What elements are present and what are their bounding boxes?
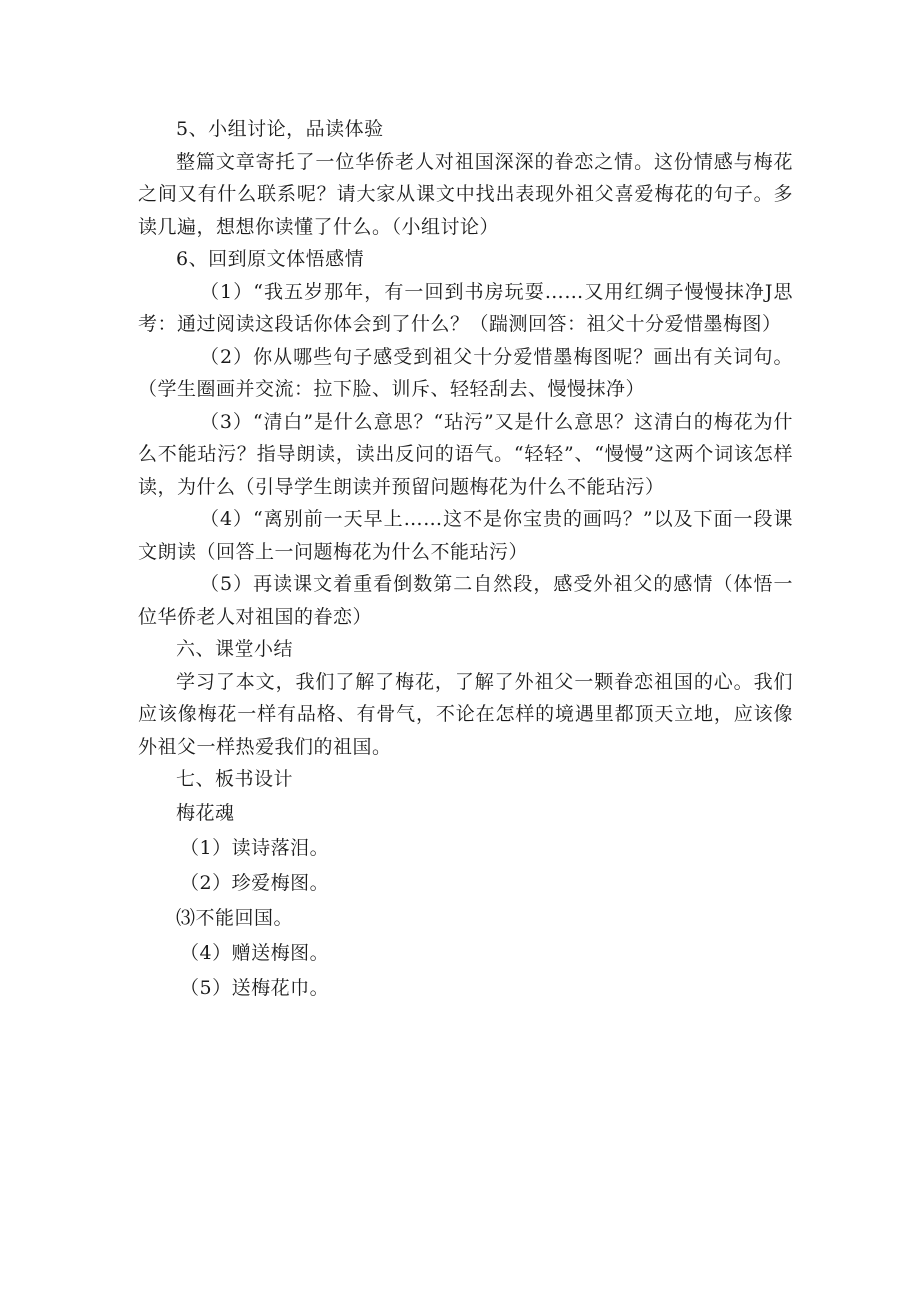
paragraph-summary: 学习了本文，我们了解了梅花，了解了外祖父一颗眷恋祖国的心。我们应该像梅花一样有品格、有骨气，不论在怎样的境遇里都顶天立地，应该像外祖父一样热爱我们的祖国。 [138, 670, 793, 758]
board-item-1: （1）读诗落泪。 [180, 836, 330, 859]
section-heading-summary: 六、课堂小结 [176, 638, 294, 660]
section-heading-5: 5、小组讨论，品读体验 [176, 118, 384, 140]
board-item-2: （2）珍爱梅图。 [180, 871, 330, 894]
paragraph-discussion: 整篇文章寄托了一位华侨老人对祖国深深的眷恋之情。这份情感与梅花之间又有什么联系呢？请大家从课文中找出表现外祖父喜爱梅花的句子。多读几遍，想想你读懂了什么。（小组讨论） [138, 150, 793, 238]
question-5: （5）再读课文着重看倒数第二自然段，感受外祖父的感情（体悟一位华侨老人对祖国的眷恋） [138, 573, 793, 628]
board-item-3: ⑶不能回国。 [176, 906, 294, 929]
board-item-5: （5）送梅花巾。 [180, 976, 330, 999]
section-heading-board: 七、板书设计 [176, 768, 294, 790]
section-heading-6: 6、回到原文体悟感情 [176, 248, 365, 270]
document-body [138, 113, 793, 1006]
board-item-4: （4）赠送梅图。 [180, 941, 330, 964]
board-title: 梅花魂 [176, 801, 235, 824]
question-2: （2）你从哪些句子感受到祖父十分爱惜墨梅图呢？画出有关词句。（学生圈画并交流：拉下脸、训斥、轻轻刮去、慢慢抹净） [138, 345, 793, 400]
question-4: （4）“离别前一天早上……这不是你宝贵的画吗？”以及下面一段课文朗读（回答上一问题梅花为什么不能玷污） [138, 508, 793, 563]
question-3: （3）“清白”是什么意思？“玷污”又是什么意思？这清白的梅花为什么不能玷污？指导朗读，读出反问的语气。“轻轻”、“慢慢”这两个词该怎样读，为什么（引导学生朗读并预留问题梅花为什么不能玷污） [138, 410, 793, 498]
question-1: （1）“我五岁那年，有一回到书房玩耍……又用红绸子慢慢抹净J思考：通过阅读这段话你体会到了什么？（踹测回答：祖父十分爱惜墨梅图） [138, 280, 793, 335]
board-design [138, 796, 793, 1006]
